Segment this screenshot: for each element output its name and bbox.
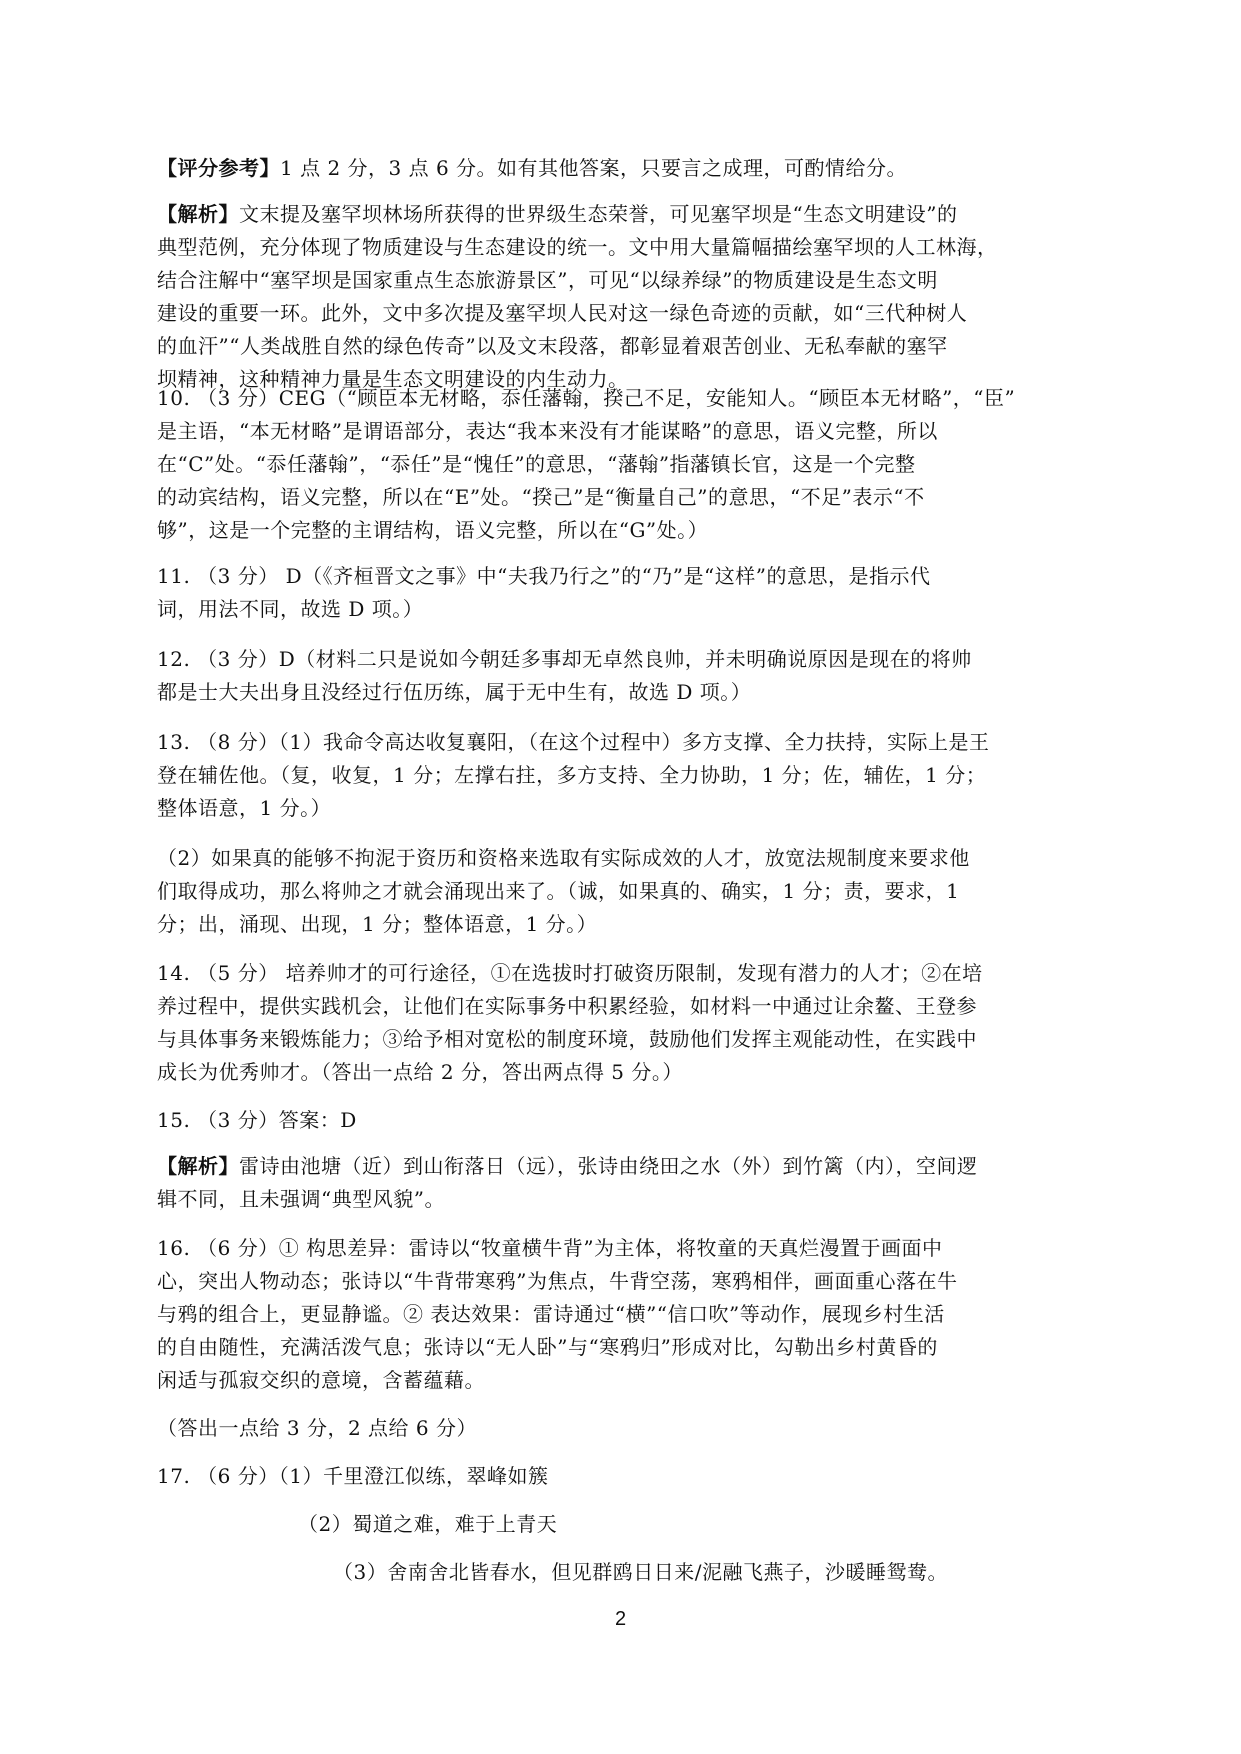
answer-13-part-1 [157, 726, 1087, 825]
answer-17-line-2 [298, 1508, 1078, 1541]
answer-13-part-2 [157, 842, 1087, 941]
paragraph-line: 的血汗”“人类战胜自然的绿色传奇”以及文末段落，都彰显着艰苦创业、无私奉献的塞罕 [157, 334, 948, 358]
paragraph-line: （3）舍南舍北皆春水，但见群鸥日日来/泥融飞燕子，沙暖睡鸳鸯。 [333, 1560, 948, 1584]
answer-10 [157, 382, 1087, 547]
answer-16 [157, 1232, 1087, 1397]
paragraph-line: 在“C”处。“忝任藩翰”，“忝任”是“愧任”的意思，“藩翰”指藩镇长官，这是一个完整 [157, 452, 916, 476]
line-text: 雷诗由池塘（近）到山衔落日（远），张诗由绕田之水（外）到竹篱（内），空间逻 [239, 1154, 978, 1178]
paragraph-line: 心，突出人物动态；张诗以“牛背带寒鸦”为焦点，牛背空荡，寒鸦相伴，画面重心落在牛 [157, 1269, 958, 1293]
paragraph-line: 典型范例，充分体现了物质建设与生态建设的统一。文中用大量篇幅描绘塞罕坝的人工林海， [157, 235, 998, 259]
paragraph-line [157, 1150, 1087, 1183]
paragraph-line: 词，用法不同，故选 D 项。） [157, 597, 424, 621]
paragraph-line: 是主语，“本无材略”是谓语部分，表达“我本来没有才能谋略”的意思，语义完整，所以 [157, 419, 938, 443]
paragraph-line: 分；出，涌现、出现，1 分；整体语意，1 分。） [157, 912, 598, 936]
paragraph-line: （2）如果真的能够不拘泥于资历和资格来选取有实际成效的人才，放宽法规制度来要求他 [157, 846, 970, 870]
answer-17-line-1 [157, 1460, 1087, 1493]
paragraph-line [157, 198, 1087, 231]
line-text: 文末提及塞罕坝林场所获得的世界级生态荣誉，可见塞罕坝是“生态文明建设”的 [239, 202, 958, 226]
paragraph-line: 建设的重要一环。此外，文中多次提及塞罕坝人民对这一绿色奇迹的贡献，如“三代种树人 [157, 301, 968, 325]
paragraph-line: 辑不同，且未强调“典型风貌”。 [157, 1187, 445, 1211]
analysis-paragraph-15 [157, 1150, 1087, 1216]
answer-16-scoring [157, 1412, 1087, 1445]
paragraph-line: 坝精神，这种精神力量是生态文明建设的内生动力。 [157, 367, 629, 391]
section-tag: 【解析】 [157, 1154, 239, 1178]
paragraph-line: 16. （6 分）① 构思差异：雷诗以“牧童横牛背”为主体，将牧童的天真烂漫置于画面中 [157, 1236, 943, 1260]
paragraph-line: 与具体事务来锻炼能力；③给予相对宽松的制度环境，鼓励他们发挥主观能动性，在实践中 [157, 1027, 977, 1051]
answer-14 [157, 957, 1087, 1089]
paragraph-line: 与鸦的组合上，更显静谧。② 表达效果：雷诗通过“横”“信口吹”等动作，展现乡村生活 [157, 1302, 945, 1326]
paragraph-line [157, 152, 1087, 185]
paragraph-line: 们取得成功，那么将帅之才就会涌现出来了。（诚，如果真的、确实，1 分；责，要求，1 [157, 879, 960, 903]
paragraph-line: 成长为优秀帅才。（答出一点给 2 分，答出两点得 5 分。） [157, 1060, 683, 1084]
paragraph-line: 够”，这是一个完整的主谓结构，语义完整，所以在“G”处。） [157, 518, 709, 542]
paragraph-line: 15. （3 分）答案：D [157, 1108, 357, 1132]
paragraph-line: 闲适与孤寂交织的意境，含蓄蕴藉。 [157, 1368, 485, 1392]
paragraph-line: 13. （8 分）（1）我命令高达收复襄阳，（在这个过程中）多方支撑、全力扶持，实际上是王 [157, 730, 990, 754]
paragraph-line: 10. （3 分）CEG（“顾臣本无材略，忝任藩翰，揆己不足，安能知人。“顾臣本无材略”，“臣” [157, 386, 1016, 410]
answer-15 [157, 1104, 1087, 1137]
analysis-paragraph-1 [157, 198, 1087, 396]
paragraph-line: 12. （3 分）D（材料二只是说如今朝廷多事却无卓然良帅，并未明确说原因是现在的将帅 [157, 647, 972, 671]
scoring-reference-paragraph [157, 152, 1087, 185]
line-text: 1 点 2 分，3 点 6 分。如有其他答案，只要言之成理，可酌情给分。 [280, 156, 908, 180]
answer-12 [157, 643, 1087, 709]
paragraph-line: 的自由随性，充满活泼气息；张诗以“无人卧”与“寒鸦归”形成对比，勾勒出乡村黄昏的 [157, 1335, 938, 1359]
paragraph-line: 都是士大夫出身且没经过行伍历练，属于无中生有，故选 D 项。） [157, 680, 752, 704]
answer-11 [157, 560, 1087, 626]
paragraph-line: 整体语意，1 分。） [157, 796, 332, 820]
section-tag: 【评分参考】 [157, 156, 280, 180]
answer-17-line-3 [333, 1556, 1078, 1589]
paragraph-line: 14. （5 分） 培养帅才的可行途径，①在选拔时打破资历限制，发现有潜力的人才；②在培 [157, 961, 983, 985]
paragraph-line: 养过程中，提供实践机会，让他们在实际事务中积累经验，如材料一中通过让余鳌、王登参 [157, 994, 977, 1018]
paragraph-line: 11. （3 分） D（《齐桓晋文之事》中“夫我乃行之”的“乃”是“这样”的意思，是指示代 [157, 564, 931, 588]
paragraph-line: （答出一点给 3 分，2 点给 6 分） [157, 1416, 477, 1440]
paragraph-line: 结合注解中“塞罕坝是国家重点生态旅游景区”，可见“以绿养绿”的物质建设是生态文明 [157, 268, 938, 292]
paragraph-line: 登在辅佐他。（复，收复，1 分；左撑右拄，多方支持、全力协助，1 分；佐，辅佐，1 分； [157, 763, 987, 787]
paragraph-line: （2）蜀道之难，难于上青天 [298, 1512, 558, 1536]
section-tag: 【解析】 [157, 202, 239, 226]
page-number: 2 [614, 1608, 627, 1630]
paragraph-line: 17. （6 分）（1）千里澄江似练，翠峰如簇 [157, 1464, 549, 1488]
paragraph-line: 的动宾结构，语义完整，所以在“E”处。“揆己”是“衡量自己”的意思，“不足”表示“不 [157, 485, 925, 509]
